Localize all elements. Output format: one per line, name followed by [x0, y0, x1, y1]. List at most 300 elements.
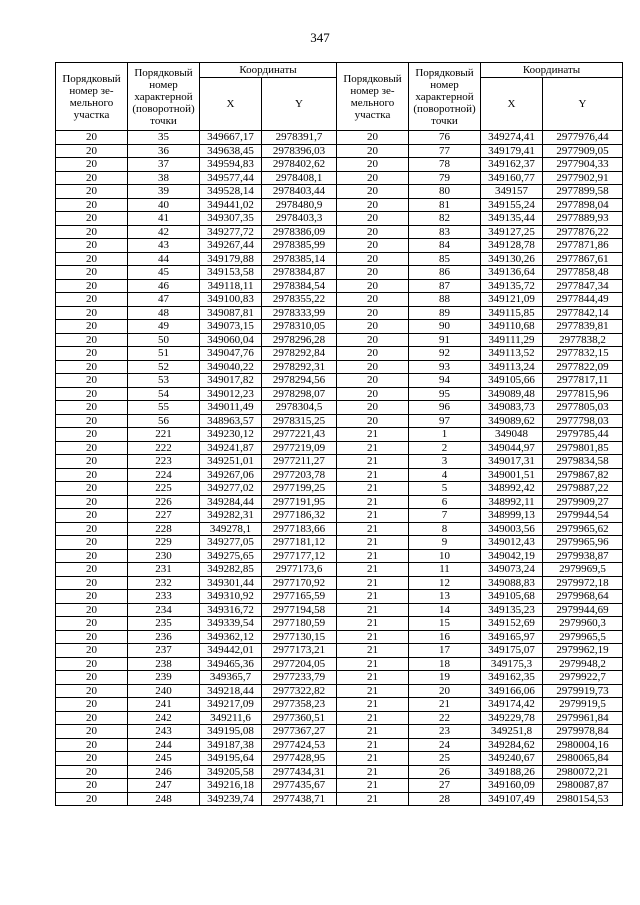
parcel-number-right-cell: 21: [337, 603, 409, 617]
table-body: [56, 131, 623, 806]
point-number-right-cell: 94: [409, 374, 481, 388]
point-number-right-cell: 15: [409, 617, 481, 631]
header-parcel-number-right: Порядковый номер зе-мельного участка: [337, 63, 409, 131]
y-coordinate-right-cell: 2979978,84: [543, 725, 623, 739]
x-coordinate-left-cell: 349441,02: [200, 198, 262, 212]
table-row: [56, 455, 623, 469]
x-coordinate-left-cell: 349087,81: [200, 306, 262, 320]
parcel-number-left-cell: 20: [56, 198, 128, 212]
parcel-number-left-cell: 20: [56, 306, 128, 320]
table-row: [56, 603, 623, 617]
x-coordinate-left-cell: 349638,45: [200, 144, 262, 158]
y-coordinate-left-cell: 2978298,07: [262, 387, 337, 401]
parcel-number-left-cell: 20: [56, 644, 128, 658]
point-number-right-cell: 24: [409, 738, 481, 752]
y-coordinate-right-cell: 2979965,96: [543, 536, 623, 550]
point-number-right-cell: 85: [409, 252, 481, 266]
point-number-left-cell: 230: [128, 549, 200, 563]
x-coordinate-right-cell: 349165,97: [481, 630, 543, 644]
point-number-left-cell: 47: [128, 293, 200, 307]
x-coordinate-right-cell: 349160,77: [481, 171, 543, 185]
parcel-number-left-cell: 20: [56, 252, 128, 266]
parcel-number-right-cell: 21: [337, 765, 409, 779]
y-coordinate-right-cell: 2977805,03: [543, 401, 623, 415]
point-number-left-cell: 236: [128, 630, 200, 644]
x-coordinate-right-cell: 349136,64: [481, 266, 543, 280]
x-coordinate-left-cell: 349577,44: [200, 171, 262, 185]
x-coordinate-right-cell: 349188,26: [481, 765, 543, 779]
header-coordinates-left: Координаты: [200, 63, 337, 78]
y-coordinate-right-cell: 2980154,53: [543, 792, 623, 806]
x-coordinate-left-cell: 349339,54: [200, 617, 262, 631]
header-point-number-left: Порядковый номер характерной (поворотной) точки: [128, 63, 200, 131]
x-coordinate-right-cell: 349284,62: [481, 738, 543, 752]
y-coordinate-left-cell: 2978385,99: [262, 239, 337, 253]
point-number-left-cell: 233: [128, 590, 200, 604]
point-number-left-cell: 55: [128, 401, 200, 415]
table-row: [56, 684, 623, 698]
x-coordinate-left-cell: 349239,74: [200, 792, 262, 806]
table-row: [56, 779, 623, 793]
point-number-left-cell: 39: [128, 185, 200, 199]
point-number-left-cell: 51: [128, 347, 200, 361]
y-coordinate-right-cell: 2977817,11: [543, 374, 623, 388]
point-number-left-cell: 46: [128, 279, 200, 293]
y-coordinate-right-cell: 2979919,73: [543, 684, 623, 698]
x-coordinate-left-cell: 349282,31: [200, 509, 262, 523]
y-coordinate-right-cell: 2977898,04: [543, 198, 623, 212]
x-coordinate-left-cell: 349217,09: [200, 698, 262, 712]
y-coordinate-right-cell: 2979938,87: [543, 549, 623, 563]
parcel-number-left-cell: 20: [56, 279, 128, 293]
parcel-number-left-cell: 20: [56, 185, 128, 199]
y-coordinate-left-cell: 2977186,32: [262, 509, 337, 523]
parcel-number-right-cell: 20: [337, 347, 409, 361]
y-coordinate-right-cell: 2980072,21: [543, 765, 623, 779]
y-coordinate-right-cell: 2977832,15: [543, 347, 623, 361]
point-number-left-cell: 35: [128, 131, 200, 145]
parcel-number-left-cell: 20: [56, 333, 128, 347]
parcel-number-right-cell: 20: [337, 360, 409, 374]
point-number-right-cell: 22: [409, 711, 481, 725]
table-row: [56, 144, 623, 158]
x-coordinate-right-cell: 349174,42: [481, 698, 543, 712]
parcel-number-left-cell: 20: [56, 158, 128, 172]
point-number-left-cell: 224: [128, 468, 200, 482]
x-coordinate-left-cell: 349267,44: [200, 239, 262, 253]
parcel-number-left-cell: 20: [56, 711, 128, 725]
point-number-right-cell: 80: [409, 185, 481, 199]
parcel-number-left-cell: 20: [56, 360, 128, 374]
point-number-left-cell: 244: [128, 738, 200, 752]
table-row: [56, 725, 623, 739]
point-number-left-cell: 37: [128, 158, 200, 172]
point-number-right-cell: 90: [409, 320, 481, 334]
x-coordinate-right-cell: 349157: [481, 185, 543, 199]
parcel-number-left-cell: 20: [56, 590, 128, 604]
parcel-number-right-cell: 20: [337, 387, 409, 401]
x-coordinate-left-cell: 348963,57: [200, 414, 262, 428]
point-number-left-cell: 242: [128, 711, 200, 725]
y-coordinate-left-cell: 2977170,92: [262, 576, 337, 590]
y-coordinate-left-cell: 2977435,67: [262, 779, 337, 793]
parcel-number-right-cell: 21: [337, 482, 409, 496]
point-number-left-cell: 246: [128, 765, 200, 779]
y-coordinate-right-cell: 2977822,09: [543, 360, 623, 374]
x-coordinate-left-cell: 349017,82: [200, 374, 262, 388]
y-coordinate-right-cell: 2979909,27: [543, 495, 623, 509]
y-coordinate-left-cell: 2977434,31: [262, 765, 337, 779]
x-coordinate-right-cell: 348992,11: [481, 495, 543, 509]
point-number-right-cell: 96: [409, 401, 481, 415]
x-coordinate-right-cell: 349175,07: [481, 644, 543, 658]
point-number-right-cell: 13: [409, 590, 481, 604]
x-coordinate-left-cell: 349012,23: [200, 387, 262, 401]
x-coordinate-left-cell: 349187,38: [200, 738, 262, 752]
parcel-number-left-cell: 20: [56, 468, 128, 482]
y-coordinate-left-cell: 2978391,7: [262, 131, 337, 145]
x-coordinate-left-cell: 349047,76: [200, 347, 262, 361]
y-coordinate-left-cell: 2978292,84: [262, 347, 337, 361]
parcel-number-right-cell: 21: [337, 738, 409, 752]
table-row: [56, 252, 623, 266]
y-coordinate-left-cell: 2977358,23: [262, 698, 337, 712]
x-coordinate-left-cell: 349277,05: [200, 536, 262, 550]
x-coordinate-right-cell: 349113,52: [481, 347, 543, 361]
parcel-number-right-cell: 21: [337, 590, 409, 604]
point-number-right-cell: 23: [409, 725, 481, 739]
y-coordinate-right-cell: 2979867,82: [543, 468, 623, 482]
y-coordinate-right-cell: 2979785,44: [543, 428, 623, 442]
x-coordinate-left-cell: 349310,92: [200, 590, 262, 604]
parcel-number-left-cell: 20: [56, 293, 128, 307]
parcel-number-left-cell: 20: [56, 549, 128, 563]
point-number-left-cell: 248: [128, 792, 200, 806]
point-number-left-cell: 221: [128, 428, 200, 442]
parcel-number-right-cell: 20: [337, 239, 409, 253]
table-row: [56, 347, 623, 361]
table-row: [56, 320, 623, 334]
x-coordinate-left-cell: 349205,58: [200, 765, 262, 779]
x-coordinate-right-cell: 349162,37: [481, 158, 543, 172]
point-number-right-cell: 84: [409, 239, 481, 253]
x-coordinate-right-cell: 349135,72: [481, 279, 543, 293]
x-coordinate-left-cell: 349241,87: [200, 441, 262, 455]
x-coordinate-left-cell: 349073,15: [200, 320, 262, 334]
parcel-number-right-cell: 20: [337, 252, 409, 266]
y-coordinate-left-cell: 2977219,09: [262, 441, 337, 455]
x-coordinate-left-cell: 349216,18: [200, 779, 262, 793]
point-number-right-cell: 93: [409, 360, 481, 374]
y-coordinate-left-cell: 2977211,27: [262, 455, 337, 469]
x-coordinate-left-cell: 349594,83: [200, 158, 262, 172]
parcel-number-left-cell: 20: [56, 495, 128, 509]
y-coordinate-right-cell: 2977909,05: [543, 144, 623, 158]
point-number-right-cell: 27: [409, 779, 481, 793]
table-row: [56, 333, 623, 347]
table-row: [56, 509, 623, 523]
parcel-number-right-cell: 20: [337, 320, 409, 334]
parcel-number-right-cell: 21: [337, 711, 409, 725]
x-coordinate-left-cell: 349118,11: [200, 279, 262, 293]
table-row: [56, 387, 623, 401]
point-number-left-cell: 48: [128, 306, 200, 320]
point-number-left-cell: 231: [128, 563, 200, 577]
y-coordinate-left-cell: 2978402,62: [262, 158, 337, 172]
x-coordinate-right-cell: 349130,26: [481, 252, 543, 266]
point-number-right-cell: 21: [409, 698, 481, 712]
x-coordinate-right-cell: 349152,69: [481, 617, 543, 631]
point-number-left-cell: 50: [128, 333, 200, 347]
y-coordinate-left-cell: 2977180,59: [262, 617, 337, 631]
x-coordinate-right-cell: 349240,67: [481, 752, 543, 766]
table-row: [56, 590, 623, 604]
parcel-number-right-cell: 20: [337, 158, 409, 172]
parcel-number-left-cell: 20: [56, 171, 128, 185]
table-row: [56, 549, 623, 563]
point-number-left-cell: 245: [128, 752, 200, 766]
point-number-left-cell: 56: [128, 414, 200, 428]
table-row: [56, 765, 623, 779]
parcel-number-right-cell: 20: [337, 293, 409, 307]
point-number-right-cell: 87: [409, 279, 481, 293]
point-number-right-cell: 6: [409, 495, 481, 509]
parcel-number-left-cell: 20: [56, 387, 128, 401]
point-number-left-cell: 247: [128, 779, 200, 793]
x-coordinate-left-cell: 349060,04: [200, 333, 262, 347]
parcel-number-right-cell: 21: [337, 779, 409, 793]
parcel-number-left-cell: 20: [56, 792, 128, 806]
parcel-number-right-cell: 21: [337, 792, 409, 806]
y-coordinate-right-cell: 2979969,5: [543, 563, 623, 577]
parcel-number-left-cell: 20: [56, 752, 128, 766]
y-coordinate-left-cell: 2978385,14: [262, 252, 337, 266]
x-coordinate-right-cell: 349121,09: [481, 293, 543, 307]
parcel-number-right-cell: 21: [337, 441, 409, 455]
y-coordinate-right-cell: 2977847,34: [543, 279, 623, 293]
parcel-number-right-cell: 21: [337, 725, 409, 739]
y-coordinate-left-cell: 2978480,9: [262, 198, 337, 212]
table-row: [56, 792, 623, 806]
x-coordinate-left-cell: 349528,14: [200, 185, 262, 199]
y-coordinate-left-cell: 2978384,87: [262, 266, 337, 280]
x-coordinate-left-cell: 349153,58: [200, 266, 262, 280]
point-number-left-cell: 232: [128, 576, 200, 590]
y-coordinate-right-cell: 2977976,44: [543, 131, 623, 145]
point-number-left-cell: 53: [128, 374, 200, 388]
point-number-right-cell: 82: [409, 212, 481, 226]
point-number-right-cell: 78: [409, 158, 481, 172]
header-coordinates-right: Координаты: [481, 63, 623, 78]
x-coordinate-right-cell: 349089,48: [481, 387, 543, 401]
x-coordinate-right-cell: 349105,68: [481, 590, 543, 604]
y-coordinate-left-cell: 2977438,71: [262, 792, 337, 806]
x-coordinate-left-cell: 349316,72: [200, 603, 262, 617]
y-coordinate-left-cell: 2977428,95: [262, 752, 337, 766]
y-coordinate-right-cell: 2979968,64: [543, 590, 623, 604]
y-coordinate-right-cell: 2977858,48: [543, 266, 623, 280]
y-coordinate-right-cell: 2977902,91: [543, 171, 623, 185]
point-number-right-cell: 26: [409, 765, 481, 779]
x-coordinate-right-cell: 349179,41: [481, 144, 543, 158]
y-coordinate-right-cell: 2979972,18: [543, 576, 623, 590]
y-coordinate-left-cell: 2977204,05: [262, 657, 337, 671]
y-coordinate-left-cell: 2977360,51: [262, 711, 337, 725]
parcel-number-right-cell: 20: [337, 171, 409, 185]
parcel-number-right-cell: 20: [337, 279, 409, 293]
point-number-right-cell: 18: [409, 657, 481, 671]
x-coordinate-right-cell: 349128,78: [481, 239, 543, 253]
parcel-number-left-cell: 20: [56, 563, 128, 577]
x-coordinate-right-cell: 349162,35: [481, 671, 543, 685]
y-coordinate-left-cell: 2978403,44: [262, 185, 337, 199]
point-number-left-cell: 241: [128, 698, 200, 712]
x-coordinate-right-cell: 349105,66: [481, 374, 543, 388]
x-coordinate-left-cell: 349218,44: [200, 684, 262, 698]
point-number-left-cell: 235: [128, 617, 200, 631]
parcel-number-left-cell: 20: [56, 455, 128, 469]
parcel-number-right-cell: 21: [337, 509, 409, 523]
table-row: [56, 671, 623, 685]
x-coordinate-right-cell: 349048: [481, 428, 543, 442]
header-point-number-right: Порядковый номер характерной (поворотной) точки: [409, 63, 481, 131]
y-coordinate-right-cell: 2977798,03: [543, 414, 623, 428]
x-coordinate-right-cell: 349083,73: [481, 401, 543, 415]
parcel-number-right-cell: 21: [337, 495, 409, 509]
header-x-right: X: [481, 78, 543, 131]
y-coordinate-left-cell: 2977177,12: [262, 549, 337, 563]
x-coordinate-right-cell: 349155,24: [481, 198, 543, 212]
x-coordinate-left-cell: 349267,06: [200, 468, 262, 482]
parcel-number-left-cell: 20: [56, 765, 128, 779]
point-number-left-cell: 223: [128, 455, 200, 469]
y-coordinate-right-cell: 2979961,84: [543, 711, 623, 725]
table-row: [56, 401, 623, 415]
parcel-number-right-cell: 21: [337, 684, 409, 698]
point-number-right-cell: 4: [409, 468, 481, 482]
x-coordinate-right-cell: 349166,06: [481, 684, 543, 698]
parcel-number-left-cell: 20: [56, 779, 128, 793]
table-row: [56, 306, 623, 320]
table-row: [56, 185, 623, 199]
y-coordinate-left-cell: 2978355,22: [262, 293, 337, 307]
table-row: [56, 158, 623, 172]
x-coordinate-left-cell: 349442,01: [200, 644, 262, 658]
y-coordinate-left-cell: 2977424,53: [262, 738, 337, 752]
header-parcel-number-left: Порядковый номер зе-мельного участка: [56, 63, 128, 131]
y-coordinate-left-cell: 2977173,6: [262, 563, 337, 577]
table-row: [56, 212, 623, 226]
y-coordinate-left-cell: 2978315,25: [262, 414, 337, 428]
table-row: [56, 495, 623, 509]
y-coordinate-right-cell: 2979965,5: [543, 630, 623, 644]
x-coordinate-right-cell: 349044,97: [481, 441, 543, 455]
point-number-left-cell: 222: [128, 441, 200, 455]
point-number-right-cell: 17: [409, 644, 481, 658]
point-number-right-cell: 12: [409, 576, 481, 590]
point-number-left-cell: 52: [128, 360, 200, 374]
point-number-right-cell: 28: [409, 792, 481, 806]
table-row: [56, 617, 623, 631]
y-coordinate-left-cell: 2977194,58: [262, 603, 337, 617]
point-number-left-cell: 229: [128, 536, 200, 550]
y-coordinate-right-cell: 2977838,2: [543, 333, 623, 347]
x-coordinate-right-cell: 349113,24: [481, 360, 543, 374]
point-number-right-cell: 7: [409, 509, 481, 523]
parcel-number-left-cell: 20: [56, 684, 128, 698]
y-coordinate-left-cell: 2978292,31: [262, 360, 337, 374]
parcel-number-left-cell: 20: [56, 522, 128, 536]
x-coordinate-left-cell: 349301,44: [200, 576, 262, 590]
point-number-left-cell: 226: [128, 495, 200, 509]
point-number-left-cell: 239: [128, 671, 200, 685]
x-coordinate-right-cell: 349073,24: [481, 563, 543, 577]
x-coordinate-right-cell: 349017,31: [481, 455, 543, 469]
parcel-number-right-cell: 20: [337, 374, 409, 388]
parcel-number-right-cell: 20: [337, 131, 409, 145]
table-row: [56, 536, 623, 550]
parcel-number-right-cell: 20: [337, 185, 409, 199]
header-x-left: X: [200, 78, 262, 131]
x-coordinate-right-cell: 349229,78: [481, 711, 543, 725]
parcel-number-left-cell: 20: [56, 320, 128, 334]
parcel-number-left-cell: 20: [56, 617, 128, 631]
y-coordinate-right-cell: 2980065,84: [543, 752, 623, 766]
x-coordinate-left-cell: 349277,02: [200, 482, 262, 496]
x-coordinate-left-cell: 349278,1: [200, 522, 262, 536]
parcel-number-left-cell: 20: [56, 536, 128, 550]
point-number-left-cell: 240: [128, 684, 200, 698]
y-coordinate-right-cell: 2977842,14: [543, 306, 623, 320]
page-number: 347: [310, 30, 330, 45]
point-number-right-cell: 16: [409, 630, 481, 644]
parcel-number-left-cell: 20: [56, 738, 128, 752]
point-number-left-cell: 243: [128, 725, 200, 739]
x-coordinate-left-cell: 349307,35: [200, 212, 262, 226]
table-row: [56, 198, 623, 212]
parcel-number-left-cell: 20: [56, 725, 128, 739]
parcel-number-left-cell: 20: [56, 482, 128, 496]
y-coordinate-right-cell: 2977871,86: [543, 239, 623, 253]
parcel-number-left-cell: 20: [56, 671, 128, 685]
x-coordinate-left-cell: 349040,22: [200, 360, 262, 374]
point-number-left-cell: 228: [128, 522, 200, 536]
y-coordinate-left-cell: 2977221,43: [262, 428, 337, 442]
table-row: [56, 131, 623, 145]
y-coordinate-left-cell: 2977322,82: [262, 684, 337, 698]
y-coordinate-right-cell: 2977889,93: [543, 212, 623, 226]
y-coordinate-left-cell: 2978304,5: [262, 401, 337, 415]
parcel-number-right-cell: 21: [337, 671, 409, 685]
parcel-number-left-cell: 20: [56, 144, 128, 158]
y-coordinate-left-cell: 2977367,27: [262, 725, 337, 739]
point-number-left-cell: 38: [128, 171, 200, 185]
parcel-number-right-cell: 21: [337, 536, 409, 550]
parcel-number-right-cell: 20: [337, 401, 409, 415]
y-coordinate-left-cell: 2978386,09: [262, 225, 337, 239]
x-coordinate-right-cell: 349251,8: [481, 725, 543, 739]
point-number-right-cell: 14: [409, 603, 481, 617]
x-coordinate-right-cell: 349160,09: [481, 779, 543, 793]
y-coordinate-left-cell: 2978296,28: [262, 333, 337, 347]
x-coordinate-left-cell: 349275,65: [200, 549, 262, 563]
point-number-right-cell: 81: [409, 198, 481, 212]
table-row: [56, 698, 623, 712]
y-coordinate-right-cell: 2977876,22: [543, 225, 623, 239]
parcel-number-left-cell: 20: [56, 266, 128, 280]
parcel-number-left-cell: 20: [56, 428, 128, 442]
point-number-right-cell: 89: [409, 306, 481, 320]
